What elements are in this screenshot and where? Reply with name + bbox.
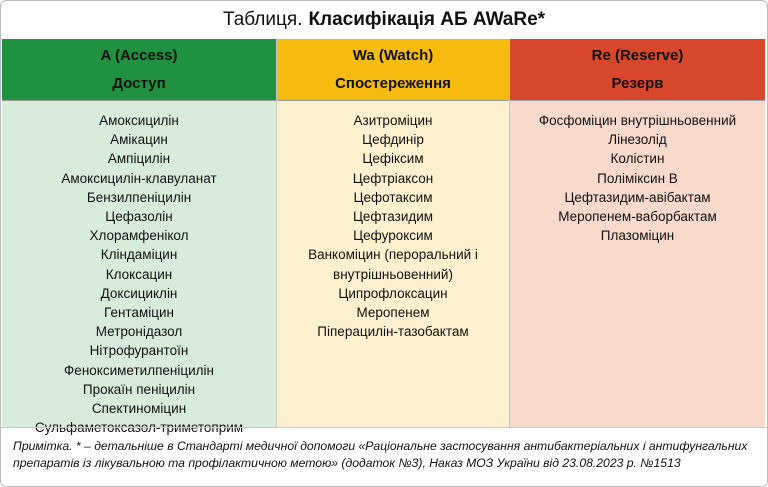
column-label-watch: Wa (Watch) (352, 46, 434, 64)
drug-item: Поліміксин В (597, 170, 678, 186)
drug-item: Феноксиметилпеніцилін (64, 362, 214, 378)
drug-list-reserve (510, 101, 765, 245)
drug-item: Клоксацин (105, 266, 173, 282)
drug-item: Амоксицилін-клавуланат (61, 170, 217, 186)
column-label-reserve: Re (Reserve) (591, 46, 684, 64)
drug-item: Меропенем (356, 305, 430, 321)
drug-item: Піперацилін-тазобактам (317, 324, 469, 340)
drug-item: Гентаміцин (104, 305, 174, 321)
drug-item: Доксициклін (100, 285, 178, 301)
column-access (2, 39, 276, 436)
drug-item: Лінезолід (608, 132, 667, 148)
drug-item: Меропенем-ваборбактам (558, 209, 717, 225)
drug-item: Сульфаметоксазол-триметоприм (34, 420, 244, 436)
drug-item: Фосфоміцин внутрішньовенний (538, 113, 737, 128)
table-title (1, 1, 767, 39)
column-reserve (509, 39, 765, 427)
column-sublabel-reserve: Резерв (611, 74, 664, 92)
drug-item: Плазоміцин (600, 228, 675, 244)
drug-item: Кліндаміцин (100, 247, 178, 263)
drug-item: Амоксицилін (99, 113, 179, 128)
drug-item: Цефуроксим (353, 228, 433, 244)
drug-item: Цефдинір (362, 132, 424, 148)
drug-item: Ампіцилін (107, 151, 171, 167)
drug-item: Амікацин (110, 132, 168, 148)
column-watch (276, 39, 509, 427)
drug-item: Цефотаксим (353, 189, 433, 205)
drug-item: Хлорамфенікол (89, 228, 189, 244)
table-footnote: Примітка. * – детальніше в Стандарті медичної допомоги «Раціональне застосування антибактеріальних і антифунгальних препаратів із лікувальною та профілактичною метою» (додаток №3), Наказ МОЗ України від 23.08.2023 р. №1513 (1, 427, 767, 486)
drug-list-watch (277, 101, 509, 341)
drug-item: Цефазолін (105, 209, 173, 225)
drug-item: Нітрофурантоїн (89, 343, 189, 359)
drug-item: Спектиноміцин (91, 401, 187, 417)
drug-item: Цефіксим (362, 151, 424, 167)
column-label-access: A (Access) (100, 46, 178, 64)
drug-item: Бензилпеніцилін (86, 189, 192, 205)
column-header-access (2, 39, 276, 100)
drug-item: Ципрофлоксацин (338, 285, 448, 301)
column-sublabel-watch: Спостереження (335, 74, 451, 92)
drug-item: Цефтазидим (352, 209, 434, 225)
drug-item: Метронідазол (95, 324, 183, 340)
drug-item: Цефтазидим-авібактам (564, 189, 711, 205)
drug-list-access (2, 101, 276, 437)
column-sublabel-access: Доступ (112, 74, 166, 92)
drug-item: Ванкоміцин (пероральний і внутрішньовенний) (308, 247, 478, 282)
column-header-watch (277, 39, 509, 100)
column-header-reserve (510, 39, 765, 100)
drug-item: Азитроміцин (353, 113, 433, 128)
drug-item: Прокаїн пеніцилін (82, 381, 196, 397)
title-prefix: Таблиця. (222, 9, 303, 30)
drug-item: Цефтріаксон (352, 170, 434, 186)
title-text: Класифікація АБ AWaRe* (308, 9, 546, 30)
drug-item: Колістин (610, 151, 665, 167)
